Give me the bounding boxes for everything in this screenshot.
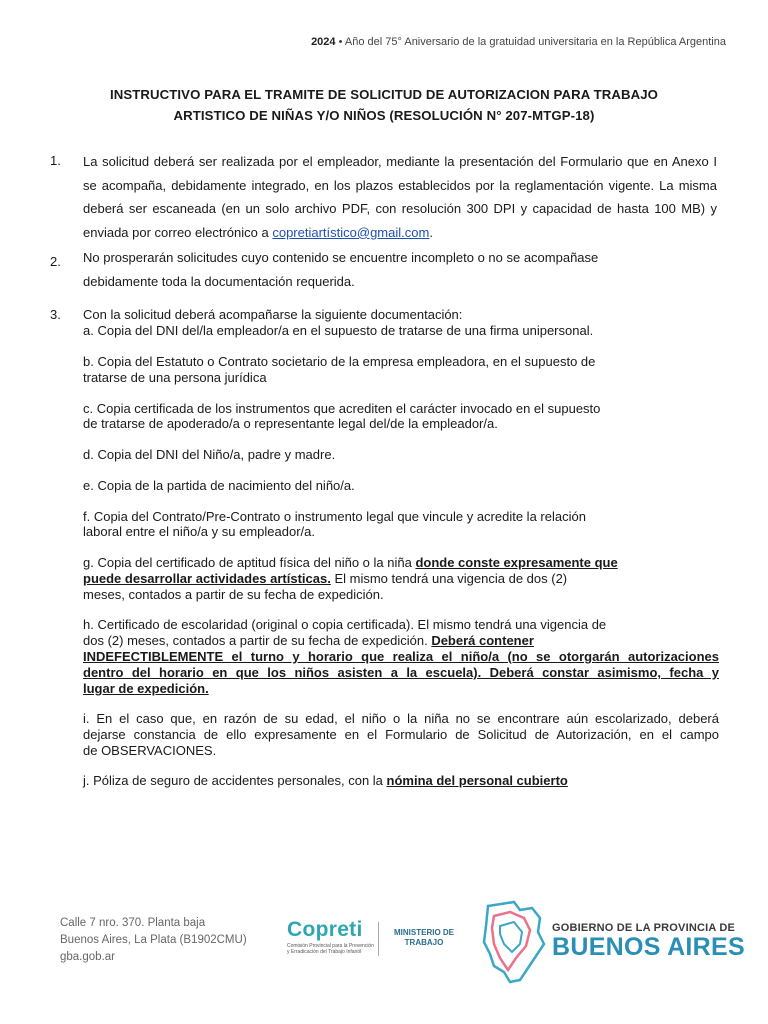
doc-h-line-5 (83, 681, 723, 697)
item-2-line-1: No prosperarán solicitudes cuyo contenido se encuentre incompleto o no se acompañase (83, 250, 599, 265)
copreti-subtitle: Comisión Provincial para la Prevención y Erradicación del Trabajo Infantil (287, 943, 374, 955)
header-year: 2024 (311, 36, 336, 48)
doc-h-line-2-text: dos (2) meses, contados a partir de su fecha de expedición. (83, 633, 432, 648)
item-1-paragraph (83, 150, 717, 244)
footer-separator (378, 922, 379, 956)
header-year-line (311, 36, 726, 48)
buenos-aires-map-icon (480, 896, 546, 986)
item-2-paragraph (83, 246, 717, 293)
doc-h-line-5-emphasis: lugar de expedición. (83, 681, 209, 696)
doc-j (83, 773, 723, 789)
item-number-1: 1. (50, 153, 61, 168)
doc-f-line-2: laboral entre el niño/a y su empleador/a. (83, 524, 315, 539)
title-line-2: ARTISTICO DE NIÑAS Y/O NIÑOS (RESOLUCIÓN N° 207-MTGP-18) (173, 108, 595, 123)
doc-h-line-2-emphasis: Deberá contener (431, 633, 534, 648)
doc-g-line-1 (83, 555, 723, 571)
doc-a: a. Copia del DNI del/la empleador/a en el supuesto de tratarse de una firma unipersonal. (83, 323, 594, 338)
buenos-aires-label: BUENOS AIRES (552, 933, 745, 961)
footer-address-line-2: Buenos Aires, La Plata (B1902CMU) (60, 934, 247, 946)
item-1-text: La solicitud deberá ser realizada por el empleador, mediante la presentación del Formulario que en Anexo I se acompaña, debidamente integrado, en los plazos establecidos por la reglamentación vigente. La misma deberá ser escaneada (en un solo archivo PDF, con resolución 300 DPI y capacidad de hasta 100 MB) y enviada por correo electrónico a (83, 154, 717, 240)
doc-h-line-3-emphasis: INDEFECTIBLEMENTE el turno y horario que realiza el niño/a (no se otorgarán autorizaciones (83, 649, 719, 664)
document-title (60, 84, 708, 126)
doc-b-line-1: b. Copia del Estatuto o Contrato societario de la empresa empleadora, en el supuesto de (83, 354, 596, 369)
doc-d: d. Copia del DNI del Niño/a, padre y madre. (83, 447, 336, 462)
doc-h-line-4-emphasis: dentro del horario en que los niños asisten a la escuela). Deberá constar asimismo, fecha y (83, 665, 719, 680)
doc-g-line-1-text: g. Copia del certificado de aptitud física del niño o la niña (83, 555, 416, 570)
footer-website: gba.gob.ar (60, 951, 115, 963)
header-text: • Año del 75° Aniversario de la gratuidad universitaria en la República Argentina (335, 36, 726, 48)
title-line-1: INSTRUCTIVO PARA EL TRAMITE DE SOLICITUD DE AUTORIZACION PARA TRABAJO (109, 87, 659, 102)
doc-h-line-2 (83, 633, 723, 649)
item-number-2: 2. (50, 254, 61, 269)
doc-g-line-2-emphasis: puede desarrollar actividades artísticas. (83, 571, 331, 586)
doc-i-line-3: de OBSERVACIONES. (83, 743, 217, 758)
doc-g-line-1-emphasis: donde conste expresamente que (415, 555, 618, 570)
item-number-3: 3. (50, 307, 61, 322)
gobierno-label: GOBIERNO DE LA PROVINCIA DE (552, 922, 736, 934)
doc-c-line-1: c. Copia certificada de los instrumentos que acrediten el carácter invocado en el supuesto (83, 401, 601, 416)
doc-c-line-2: de tratarse de apoderado/a o representante legal del/de la empleador/a. (83, 416, 498, 431)
doc-e: e. Copia de la partida de nacimiento del niño/a. (83, 478, 355, 493)
gba-wordmark (552, 922, 745, 960)
footer-address-line-1: Calle 7 nro. 370. Planta baja (60, 917, 206, 929)
doc-h-line-4 (83, 665, 719, 681)
ministerio-trabajo-label (394, 928, 454, 948)
email-link[interactable]: copretiartístico@gmail.com (272, 224, 430, 240)
ministerio-line-1: MINISTERIO DE (394, 928, 455, 937)
doc-g-line-2-text: El mismo tendrá una vigencia de dos (2) (330, 571, 568, 586)
doc-h-line-1: h. Certificado de escolaridad (original o copia certificada). El mismo tendrá una vigencia de (83, 617, 607, 632)
doc-i-line-1: i. En el caso que, en razón de su edad, el niño o la niña no se encontrare aún escolarizado, deberá (83, 711, 719, 726)
doc-g-line-3: meses, contados a partir de su fecha de expedición. (83, 587, 384, 602)
doc-h-line-3 (83, 649, 719, 665)
copreti-wordmark: Copreti (287, 918, 363, 941)
ministerio-line-2: TRABAJO (404, 938, 444, 947)
item-3-intro: Con la solicitud deberá acompañarse la siguiente documentación: (83, 307, 463, 322)
copreti-logo (287, 918, 377, 955)
doc-j-emphasis: nómina del personal cubierto (386, 773, 568, 788)
item-2-line-2: debidamente toda la documentación requerida. (83, 273, 355, 289)
doc-i-line-2: dejarse constancia de ello expresamente en el Formulario de Solicitud de Autorización, en el campo (83, 727, 719, 742)
doc-b-line-2: tratarse de una persona jurídica (83, 370, 267, 385)
doc-f-line-1: f. Copia del Contrato/Pre-Contrato o instrumento legal que vincule y acredite la relación (83, 509, 586, 524)
footer-address (60, 915, 247, 966)
doc-g-line-2 (83, 571, 723, 587)
doc-j-text: j. Póliza de seguro de accidentes personales, con la (83, 773, 387, 788)
item-1-end: . (429, 224, 433, 240)
